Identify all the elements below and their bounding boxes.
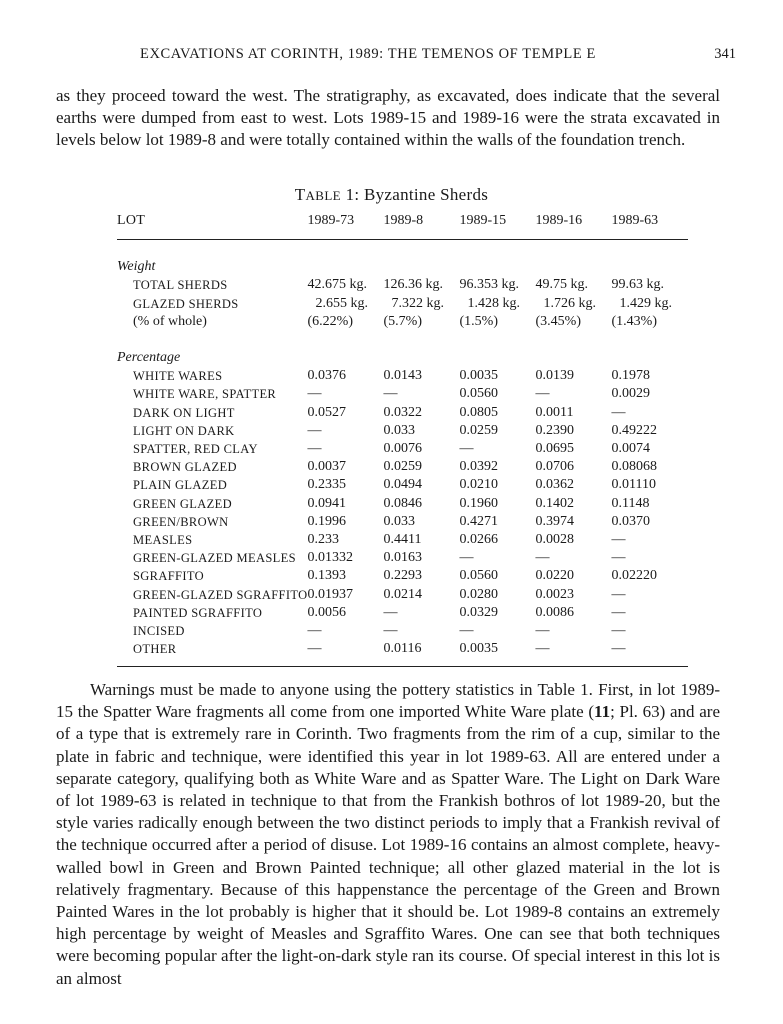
table-cell: 0.0266 <box>459 532 498 548</box>
table-cell: 0.0214 <box>383 586 422 602</box>
table-cell: 0.0259 <box>459 422 498 438</box>
row-label: SGRAFFITO <box>133 569 204 584</box>
table-row <box>117 440 688 458</box>
table-cell: (5.7%) <box>383 313 422 329</box>
table-cell: 0.49222 <box>611 422 657 438</box>
table-cell: 1.726 kg. <box>543 295 596 311</box>
table-row <box>117 476 688 494</box>
row-label: GLAZED SHERDS <box>133 296 239 311</box>
row-label: PLAIN GLAZED <box>133 478 228 493</box>
table-cell: — <box>611 550 626 566</box>
lot-header: LOT <box>117 212 308 240</box>
table-cell: 0.233 <box>307 532 339 548</box>
table-cell: (6.22%) <box>307 313 353 329</box>
table-cell: 0.0076 <box>383 441 422 457</box>
table-cell: — <box>535 641 550 657</box>
table-cell: 0.0805 <box>459 404 498 420</box>
table-cell: — <box>307 641 322 657</box>
percentage-section-label: Percentage <box>117 350 181 366</box>
table-row <box>117 622 688 640</box>
table-cell: 1.429 kg. <box>619 295 672 311</box>
row-label: (% of whole) <box>133 313 207 329</box>
table-cell: — <box>383 386 398 402</box>
catalog-number: 11 <box>594 702 611 722</box>
table-cell: 0.0086 <box>535 604 574 620</box>
table-cell: 0.0392 <box>459 459 498 475</box>
weight-section-label: Weight <box>117 259 156 275</box>
table-cell: — <box>459 550 474 566</box>
table-cell: — <box>307 386 322 402</box>
table-cell: 0.033 <box>383 422 415 438</box>
paragraph-top: as they proceed toward the west. The stratigraphy, as excavated, does indicate that the several earths were dumped from east to west. Lots 1989-15 and 1989-16 were the strata excavated in levels below lot 1989-8 and were totally contained within the walls of the foundation trench. <box>56 86 720 150</box>
table-cell: 0.0028 <box>535 532 574 548</box>
table-cell: — <box>307 422 322 438</box>
table-cell: 0.0023 <box>535 586 574 602</box>
table-cell: 0.0941 <box>307 495 346 511</box>
table-cell: 0.0560 <box>459 568 498 584</box>
row-label: OTHER <box>133 642 177 657</box>
table-row <box>117 295 688 313</box>
table-cell: 0.2293 <box>383 568 422 584</box>
table-cell: 96.353 kg. <box>459 277 519 293</box>
table-cell: 0.2335 <box>307 477 346 493</box>
table-cell: 42.675 kg. <box>307 277 367 293</box>
table-cell: 1.428 kg. <box>467 295 520 311</box>
row-label: WHITE WARES <box>133 369 223 384</box>
table-cell: 126.36 kg. <box>383 277 443 293</box>
table-cell: 0.0210 <box>459 477 498 493</box>
table-title-rest: 1: Byzantine Sherds <box>341 185 489 204</box>
table-cell: — <box>535 623 550 639</box>
table-cell: 0.0280 <box>459 586 498 602</box>
row-label: WHITE WARE, SPATTER <box>133 387 277 402</box>
table-cell: 0.4271 <box>459 513 498 529</box>
table-cell: 0.1996 <box>307 513 346 529</box>
table-cell: 0.1148 <box>611 495 650 511</box>
row-label: INCISED <box>133 624 185 639</box>
row-label: SPATTER, RED CLAY <box>133 442 258 457</box>
percentage-section <box>117 331 688 658</box>
table-row <box>117 549 688 567</box>
column-header: 1989-15 <box>460 212 536 240</box>
row-label: DARK ON LIGHT <box>133 405 235 420</box>
table-row <box>117 404 688 422</box>
row-label: MEASLES <box>133 533 193 548</box>
table-cell: 0.0259 <box>383 459 422 475</box>
table-cell: — <box>535 386 550 402</box>
table-row <box>117 385 688 403</box>
table-row <box>117 567 688 585</box>
table-cell: 0.08068 <box>611 459 657 475</box>
table-cell: (1.43%) <box>611 313 657 329</box>
table-cell: 0.0560 <box>459 386 498 402</box>
table-cell: 0.01937 <box>307 586 353 602</box>
paragraph-bottom <box>56 679 720 990</box>
table-cell: 0.0695 <box>535 441 574 457</box>
table-cell: 0.0706 <box>535 459 574 475</box>
table-row <box>117 531 688 549</box>
table-cell: 0.0116 <box>383 641 422 657</box>
table-cell: — <box>459 441 474 457</box>
table-row <box>117 367 688 385</box>
table-cell: 7.322 kg. <box>391 295 444 311</box>
table-row <box>117 422 688 440</box>
table-row <box>117 313 688 331</box>
running-title: EXCAVATIONS AT CORINTH, 1989: THE TEMENOS OF TEMPLE E <box>140 46 596 62</box>
table-row <box>117 458 688 476</box>
table-cell: (1.5%) <box>459 313 498 329</box>
table-cell: 0.0035 <box>459 641 498 657</box>
table-cell: 0.0370 <box>611 513 650 529</box>
table-cell: 0.0056 <box>307 604 346 620</box>
page-number: 341 <box>714 46 736 62</box>
row-label: GREEN GLAZED <box>133 496 232 511</box>
table-row <box>117 495 688 513</box>
table-cell: 0.0376 <box>307 368 346 384</box>
table-cell: 0.01332 <box>307 550 353 566</box>
table-cell: — <box>611 623 626 639</box>
table-cell: 0.3974 <box>535 513 574 529</box>
row-label: TOTAL SHERDS <box>133 278 228 293</box>
column-header: 1989-63 <box>612 212 688 240</box>
table-cell: — <box>535 550 550 566</box>
row-label: GREEN-GLAZED SGRAFFITO <box>133 587 308 602</box>
byzantine-sherds-table <box>117 212 688 667</box>
table-cell: 0.0139 <box>535 368 574 384</box>
table-cell: 0.1978 <box>611 368 650 384</box>
row-label: GREEN-GLAZED MEASLES <box>133 551 296 566</box>
table-cell: 0.1393 <box>307 568 346 584</box>
table-cell: — <box>383 604 398 620</box>
row-label: LIGHT ON DARK <box>133 423 235 438</box>
table-cell: — <box>307 623 322 639</box>
table-cell: 0.0322 <box>383 404 422 420</box>
table-cell: 0.1402 <box>535 495 574 511</box>
table-cell: 0.1960 <box>459 495 498 511</box>
table-cell: 99.63 kg. <box>611 277 664 293</box>
table-cell: — <box>383 623 398 639</box>
paragraph-bottom-part1: Warnings must be made to anyone using the pottery statistics in Table 1. First, in lot 1989-15 the Spatter Ware fragments all come from one imported White Ware plate ( <box>56 680 720 722</box>
table-cell: (3.45%) <box>535 313 581 329</box>
row-label: BROWN GLAZED <box>133 460 237 475</box>
table-cell: 2.655 kg. <box>315 295 368 311</box>
paragraph-bottom-part2: ; Pl. 63) and are of a type that is extremely rare in Corinth. Two fragments from the rim of a cup, similar to the plate in fabric and technique, were identified this year in lot 1989-63. All are entered under a separate category, qualifying both as White Ware and as Spatter Ware. The Light on Dark Ware of lot 1989-63 is related in technique to that from the Frankish bothros of lot 1989-20, but the style varies radically enough between the two distinct periods to imply that a Frankish revival of the technique occurred after a period of disuse. Lot 1989-16 contains an almost complete, heavy-walled bowl in Green and Brown Painted technique; all other glazed material in the lot is relatively fragmentary. Because of this happenstance the percentage of the Green and Brown Painted Wares in the lot probably is higher that it should be. Lot 1989-8 contains an extremely high percentage by weight of Measles and Sgraffito Wares. One can see that both techniques were becoming popular after the light-on-dark style ran its course. Of special interest in this lot is an almost <box>56 702 721 988</box>
column-header: 1989-8 <box>384 212 460 240</box>
table-cell: — <box>611 404 626 420</box>
table-cell: 0.0329 <box>459 604 498 620</box>
table-cell: — <box>611 604 626 620</box>
row-label: PAINTED SGRAFFITO <box>133 605 263 620</box>
column-header: 1989-16 <box>536 212 612 240</box>
table-cell: 0.0494 <box>383 477 422 493</box>
table-title <box>0 185 783 205</box>
table-cell: — <box>459 623 474 639</box>
table-cell: 0.02220 <box>611 568 657 584</box>
table-cell: 0.2390 <box>535 422 574 438</box>
table-cell: 0.033 <box>383 513 415 529</box>
table-cell: — <box>611 532 626 548</box>
table-title-cap: T <box>294 185 306 204</box>
table-cell: 0.0527 <box>307 404 346 420</box>
table-cell: 0.0074 <box>611 441 650 457</box>
table-cell: 0.0143 <box>383 368 422 384</box>
column-header: 1989-73 <box>308 212 384 240</box>
table-row <box>117 513 688 531</box>
table-cell: 49.75 kg. <box>535 277 588 293</box>
table-cell: 0.0220 <box>535 568 574 584</box>
weight-section <box>117 240 688 331</box>
table-cell: 0.0846 <box>383 495 422 511</box>
table-cell: 0.0035 <box>459 368 498 384</box>
table-cell: 0.0029 <box>611 386 650 402</box>
table-cell: 0.0163 <box>383 550 422 566</box>
table-cell: 0.0362 <box>535 477 574 493</box>
table-row <box>117 640 688 658</box>
table-cell: — <box>307 441 322 457</box>
table-cell: 0.4411 <box>383 532 422 548</box>
table-cell: — <box>611 586 626 602</box>
table-title-small: ABLE <box>305 188 342 203</box>
table-row <box>117 276 688 294</box>
table-cell: — <box>611 641 626 657</box>
table-cell: 0.01110 <box>611 477 656 493</box>
table-row <box>117 586 688 604</box>
table-cell: 0.0011 <box>535 404 574 420</box>
row-label: GREEN/BROWN <box>133 514 229 529</box>
table-header-row <box>117 212 688 240</box>
table-cell: 0.0037 <box>307 459 346 475</box>
table-row <box>117 604 688 622</box>
